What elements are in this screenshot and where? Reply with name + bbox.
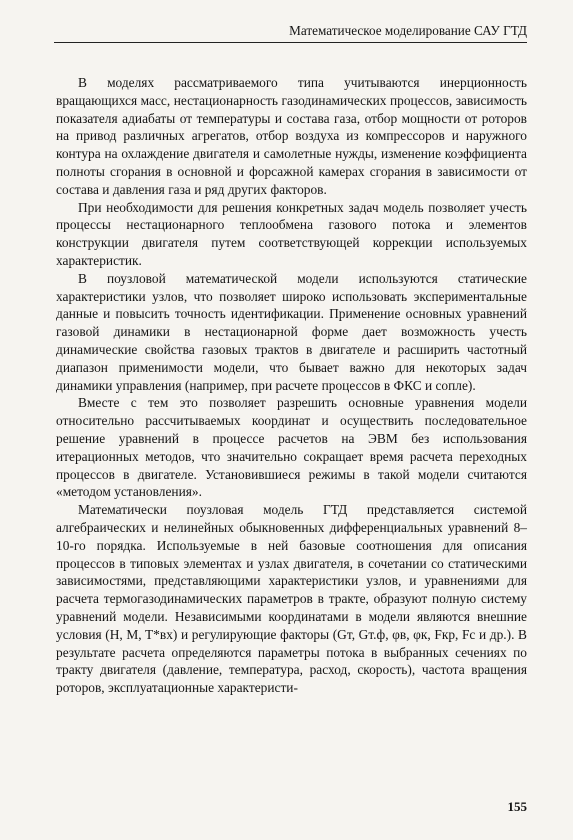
paragraph-2: При необходимости для решения конкретных задач модель позволяет учесть процессы нестационарного теплообмена газового потока и элементов конструкции двигателя путем соответствующей коррекции используемых характеристик. <box>56 199 527 268</box>
paragraph-4: Вместе с тем это позволяет разрешить основные уравнения модели относительно рассчитываемых координат и осуществить последовательное решение уравнений в процессе расчетов на ЭВМ без использования итерационных методов, что значительно сокращает время расчета переходных процессов в двигателе. Установившиеся режимы в такой модели считаются «методом установления». <box>56 395 527 500</box>
body-text <box>56 74 527 697</box>
paragraph-5: Математически поузловая модель ГТД представляется системой алгебраических и нелинейных обыкновенных дифференциальных уравнений 8–10-го порядка. Используемые в ней базовые соотношения для описания процессов в типовых элементах и узлах двигателя, в сочетании со статическими зависимостями, представляющими характеристики узлов, и уравнениями для расчета термогазодинамических параметров в тракте, образуют полную систему уравнений модели. Независимыми координатами в модели являются внешние условия (H, M, T*вх) и регулирующие факторы (Gт, Gт.ф, φв, φк, Fкр, Fс и др.). В результате расчета определяются параметры потока в выбранных сечениях по тракту двигателя (давление, температура, расход, скорость), частота вращения роторов, эксплуатационные характеристи- <box>56 502 527 696</box>
paragraph-1: В моделях рассматриваемого типа учитываются инерционность вращающихся масс, нестационарность газодинамических процессов, зависимость показателя адиабаты от температуры и состава газа, отбор мощности от роторов на привод различных агрегатов, отбор воздуха из компрессоров и наружного контура на охлаждение двигателя и самолетные нужды, изменение коэффициента полноты сгорания в основной и форсажной камерах сгорания в зависимости от состава и давления газа и ряд других факторов. <box>56 75 527 197</box>
running-header: Математическое моделирование САУ ГТД <box>54 20 527 43</box>
page-number: 155 <box>507 799 527 814</box>
paragraph-3: В поузловой математической модели используются статические характеристики узлов, что позволяет широко использовать экспериментальные данные и повысить точность идентификации. Применение основных уравнений газовой динамики в нестационарной форме дает возможность учесть динамические свойства газовых трактов в двигателе и расширить частотный диапазон применимости модели, что бывает важно для некоторых задач динамики управления (например, при расчете процессов в ФКС и сопле). <box>56 270 527 393</box>
